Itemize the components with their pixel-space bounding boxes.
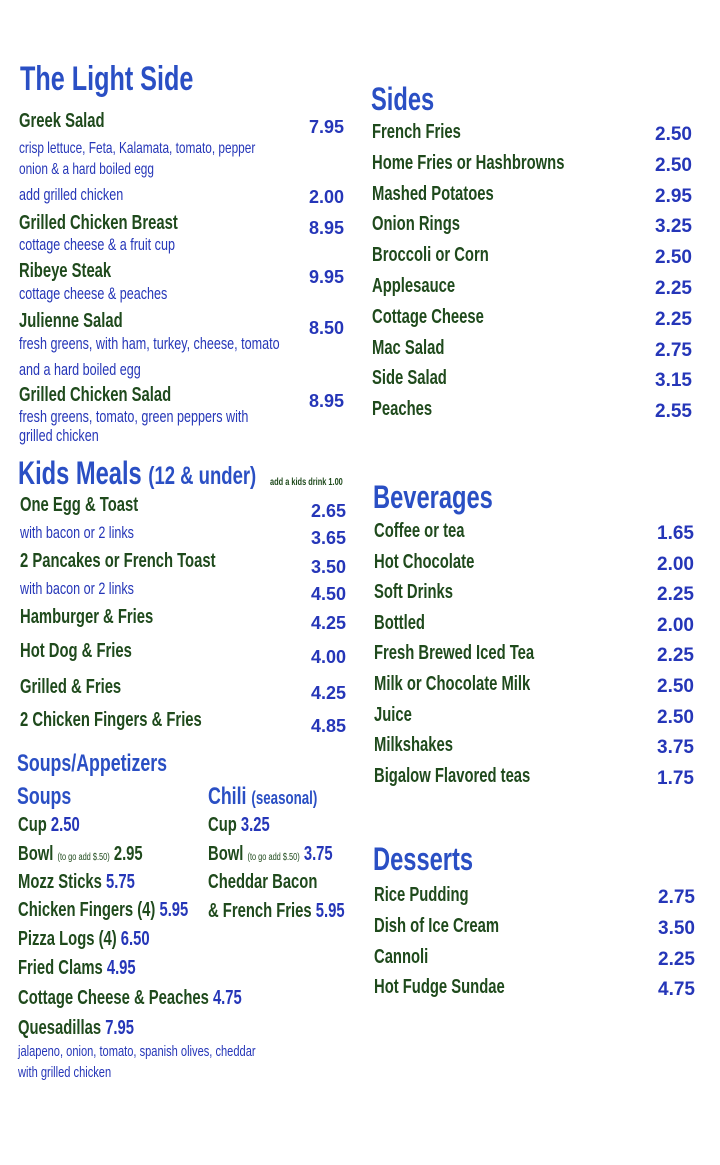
desserts-title: Desserts: [373, 841, 474, 877]
app-1-name: Chicken Fingers (4): [18, 899, 156, 921]
chili-cup: [208, 814, 270, 837]
app-5-name: Quesadillas: [18, 1017, 102, 1039]
beverage-item-price: 1.65: [657, 523, 694, 544]
chili-bowl-label: Bowl: [208, 843, 244, 865]
greek-salad-name: Greek Salad: [19, 110, 105, 132]
app-1: [18, 899, 188, 922]
side-item-name: Mashed Potatoes: [372, 182, 494, 205]
grilled-chicken-salad-desc-2: grilled chicken: [19, 426, 99, 445]
kids-price-7: 4.85: [311, 716, 347, 736]
app-1-price: 5.95: [159, 899, 189, 921]
ribeye-name: Ribeye Steak: [19, 260, 112, 282]
dessert-item-price: 4.75: [658, 979, 695, 1001]
side-item-price: 2.25: [655, 308, 692, 330]
grilled-chicken-salad-name: Grilled Chicken Salad: [19, 384, 172, 406]
chili-bowl: [208, 843, 333, 866]
beverage-item-name: Milk or Chocolate Milk: [374, 673, 531, 695]
soup-cup-label: Cup: [18, 814, 47, 836]
app-4-price: 4.75: [212, 987, 242, 1009]
kids-item-0: One Egg & Toast: [20, 494, 139, 516]
kids-item-3: with bacon or 2 links: [20, 579, 134, 598]
side-item-price: 3.25: [655, 216, 692, 238]
beverage-item-name: Bigalow Flavored teas: [374, 764, 531, 787]
beverage-item-price: 3.75: [657, 737, 694, 759]
chili-seasonal: (seasonal): [251, 788, 318, 808]
side-item-name: Side Salad: [372, 367, 447, 390]
dessert-item-name: Dish of Ice Cream: [374, 914, 500, 937]
beverage-item-name: Hot Chocolate: [374, 550, 475, 573]
side-item-price: 2.50: [655, 154, 692, 176]
dessert-item-name: Hot Fudge Sundae: [374, 976, 505, 999]
kids-meals-title: [18, 455, 256, 492]
side-item-name: Onion Rings: [372, 213, 460, 236]
greek-salad-desc-1: crisp lettuce, Feta, Kalamata, tomato, pepper: [19, 140, 256, 157]
app-3-price: 4.95: [106, 957, 136, 979]
kids-drink-note: add a kids drink 1.00: [270, 477, 343, 488]
kids-price-6: 4.25: [311, 683, 347, 703]
chili-cup-price: 3.25: [240, 814, 270, 836]
kids-price-4: 4.25: [311, 613, 347, 633]
kids-price-2: 3.50: [311, 557, 347, 577]
chili-title-text: Chili: [208, 783, 247, 810]
soup-cup-price: 2.50: [50, 814, 80, 836]
kids-item-2: 2 Pancakes or French Toast: [20, 550, 216, 572]
chili-title: [208, 783, 317, 811]
dessert-item-price: 3.50: [658, 917, 695, 939]
dessert-item-price: 2.75: [658, 887, 695, 908]
soups-title: Soups: [17, 783, 72, 810]
app-0: [18, 871, 135, 894]
kids-price-5: 4.00: [311, 647, 347, 667]
beverage-item-price: 2.25: [657, 584, 694, 606]
dessert-item-name: Cannoli: [374, 945, 429, 968]
app-0-name: Mozz Sticks: [18, 871, 102, 893]
chili-cheddar-price: 5.95: [315, 900, 345, 922]
kids-item-7: 2 Chicken Fingers & Fries: [20, 709, 202, 731]
app-5-price: 7.95: [105, 1017, 135, 1039]
kids-item-1: with bacon or 2 links: [20, 523, 134, 542]
julienne-desc-1: fresh greens, with ham, turkey, cheese, tomato: [19, 334, 280, 353]
julienne-price: 8.50: [309, 318, 345, 338]
beverage-item-price: 2.50: [657, 676, 694, 697]
side-item-name: Applesauce: [372, 275, 456, 297]
side-item-price: 2.50: [655, 247, 692, 269]
side-item-name: Mac Salad: [372, 336, 445, 359]
kids-price-3: 4.50: [311, 584, 347, 604]
chili-cheddar-2: [208, 900, 345, 923]
side-item-price: 2.75: [655, 339, 692, 361]
side-item-price: 2.55: [655, 401, 692, 423]
beverage-item-price: 1.75: [657, 767, 694, 789]
grilled-chicken-salad-desc-1: fresh greens, tomato, green peppers with: [19, 407, 249, 426]
app-0-price: 5.75: [106, 871, 135, 893]
kids-item-6: Grilled & Fries: [20, 676, 122, 698]
app-3: [18, 957, 136, 980]
side-item-name: Cottage Cheese: [372, 305, 484, 328]
chili-cheddar-2-label: & French Fries: [208, 900, 312, 922]
beverage-item-name: Fresh Brewed Iced Tea: [374, 642, 535, 665]
kids-item-4: Hamburger & Fries: [20, 606, 154, 628]
dessert-item-price: 2.25: [658, 948, 695, 970]
greek-salad-price: 7.95: [309, 117, 345, 137]
app-4: [18, 987, 242, 1010]
soup-bowl-label: Bowl: [18, 843, 54, 865]
ribeye-price: 9.95: [309, 267, 345, 287]
app-4-name: Cottage Cheese & Peaches: [18, 987, 209, 1009]
kids-meals-subtitle: (12 & under): [148, 462, 257, 490]
kids-meals-title-text: Kids Meals: [18, 455, 142, 491]
app-2-name: Pizza Logs (4): [18, 928, 117, 950]
beverage-item-price: 2.00: [657, 553, 694, 575]
soups-appetizers-title: Soups/Appetizers: [17, 750, 168, 777]
greek-salad-addon-price: 2.00: [309, 187, 345, 207]
beverage-item-name: Bottled: [374, 611, 425, 634]
beverage-item-name: Juice: [374, 703, 412, 726]
kids-price-1: 3.65: [311, 528, 347, 548]
beverage-item-price: 2.00: [657, 614, 694, 636]
kids-item-5: Hot Dog & Fries: [20, 640, 132, 662]
quesadilla-desc-1: jalapeno, onion, tomato, spanish olives, cheddar: [18, 1043, 256, 1060]
soup-bowl-note: (to go add $.50): [57, 852, 110, 863]
side-item-name: Peaches: [372, 398, 433, 421]
side-item-price: 2.95: [655, 185, 692, 207]
grilled-chicken-salad-price: 8.95: [309, 391, 345, 411]
app-5: [18, 1017, 134, 1040]
quesadilla-desc-2: with grilled chicken: [18, 1064, 112, 1081]
chili-bowl-price: 3.75: [303, 843, 333, 865]
kids-price-0: 2.65: [311, 501, 347, 521]
soup-cup: [18, 814, 80, 837]
grilled-chicken-breast-name: Grilled Chicken Breast: [19, 212, 178, 234]
light-side-title: The Light Side: [20, 60, 194, 98]
beverages-title: Beverages: [373, 479, 493, 515]
side-item-name: Broccoli or Corn: [372, 244, 489, 267]
greek-salad-desc-2: onion & a hard boiled egg: [19, 161, 154, 178]
side-item-price: 2.50: [655, 124, 692, 145]
app-2: [18, 928, 150, 951]
chili-cheddar-1: Cheddar Bacon: [208, 871, 318, 893]
chili-cup-label: Cup: [208, 814, 237, 836]
side-item-price: 2.25: [655, 278, 692, 299]
side-item-name: Home Fries or Hashbrowns: [372, 151, 565, 174]
beverage-item-name: Soft Drinks: [374, 581, 453, 604]
side-item-price: 3.15: [655, 370, 692, 392]
dessert-item-name: Rice Pudding: [374, 884, 469, 906]
soup-bowl-price: 2.95: [113, 843, 143, 865]
ribeye-desc: cottage cheese & peaches: [19, 284, 168, 303]
beverage-item-name: Milkshakes: [374, 734, 453, 757]
beverage-item-price: 2.50: [657, 706, 694, 728]
app-2-price: 6.50: [120, 928, 150, 950]
beverage-item-name: Coffee or tea: [374, 520, 465, 542]
julienne-desc-2: and a hard boiled egg: [19, 360, 141, 379]
beverage-item-price: 2.25: [657, 645, 694, 667]
side-item-name: French Fries: [372, 121, 461, 143]
greek-salad-addon: add grilled chicken: [19, 185, 124, 204]
soup-bowl: [18, 843, 143, 866]
grilled-chicken-breast-price: 8.95: [309, 218, 345, 238]
app-3-name: Fried Clams: [18, 957, 103, 979]
julienne-name: Julienne Salad: [19, 310, 123, 332]
sides-title: Sides: [371, 81, 435, 117]
grilled-chicken-breast-desc: cottage cheese & a fruit cup: [19, 235, 175, 254]
chili-bowl-note: (to go add $.50): [247, 852, 300, 863]
